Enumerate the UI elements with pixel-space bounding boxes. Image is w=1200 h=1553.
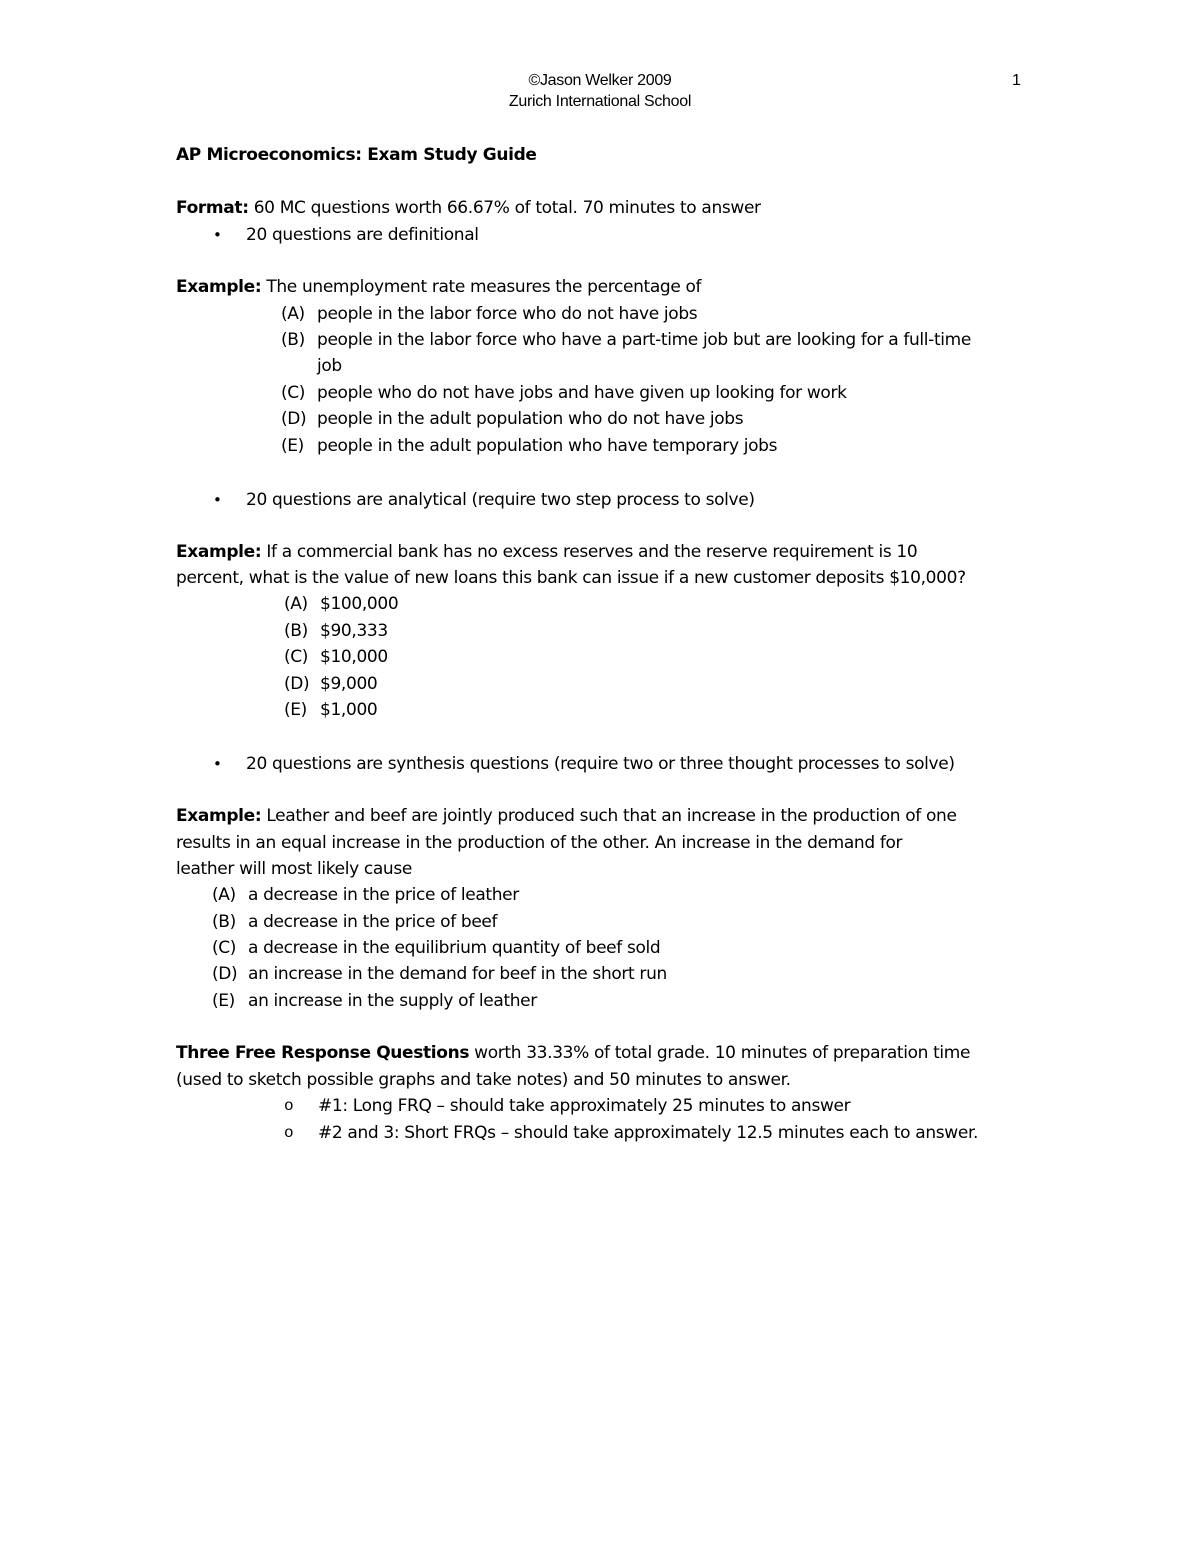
document-title: AP Microeconomics: Exam Study Guide (176, 145, 537, 165)
section1-example (176, 277, 701, 297)
section3-example (176, 806, 957, 826)
circle-bullet-icon: o (284, 1097, 294, 1115)
option-label: (D) (281, 409, 307, 429)
example-text: Leather and beef are jointly produced such that an increase in the production of one (261, 806, 957, 826)
option-label: (B) (281, 330, 305, 350)
section1-bullet: 20 questions are definitional (246, 225, 479, 245)
option-text: people in the labor force who do not have jobs (317, 304, 698, 324)
option-label: (A) (284, 594, 308, 614)
header-school: Zurich International School (508, 93, 692, 110)
page-number: 1 (1012, 72, 1021, 89)
answer-option (284, 647, 388, 667)
option-label: (B) (284, 621, 308, 641)
option-text: an increase in the supply of leather (248, 991, 537, 1011)
free-response-text: worth 33.33% of total grade. 10 minutes of preparation time (469, 1043, 971, 1063)
option-text: $10,000 (320, 647, 388, 667)
answer-option (212, 964, 667, 984)
answer-option (212, 912, 497, 932)
free-response-line-cont: (used to sketch possible graphs and take notes) and 50 minutes to answer. (176, 1070, 791, 1090)
option-text: a decrease in the equilibrium quantity of beef sold (248, 938, 661, 958)
option-text: job (317, 356, 342, 376)
option-label: (C) (284, 647, 309, 667)
option-label: (A) (212, 885, 236, 905)
option-label: (D) (212, 964, 238, 984)
bullet-icon: • (213, 226, 222, 244)
format-line (176, 198, 761, 218)
option-text: $9,000 (320, 674, 378, 694)
option-text: a decrease in the price of beef (248, 912, 498, 932)
free-response-label: Three Free Response Questions (176, 1043, 470, 1063)
option-label: (E) (212, 991, 235, 1011)
answer-option (284, 700, 377, 720)
answer-option-continuation (281, 356, 342, 376)
option-label: (C) (281, 383, 306, 403)
bullet-icon: • (213, 755, 222, 773)
section2-example (176, 542, 917, 562)
answer-option (284, 674, 377, 694)
format-label: Format: (176, 198, 249, 218)
option-text: people in the adult population who have temporary jobs (317, 436, 778, 456)
option-label: (C) (212, 938, 237, 958)
frq-item: #1: Long FRQ – should take approximately 25 minutes to answer (318, 1096, 851, 1116)
header-copyright: ©Jason Welker 2009 (528, 72, 672, 89)
answer-option (284, 594, 398, 614)
example-text: If a commercial bank has no excess reserves and the reserve requirement is 10 (261, 542, 918, 562)
section2-bullet: 20 questions are analytical (require two step process to solve) (246, 490, 755, 510)
answer-option (281, 383, 847, 403)
section3-bullet: 20 questions are synthesis questions (require two or three thought processes to solve) (246, 754, 955, 774)
option-label: (E) (284, 700, 307, 720)
example-label: Example: (176, 542, 262, 562)
answer-option (212, 885, 519, 905)
answer-option (281, 409, 743, 429)
circle-bullet-icon: o (284, 1124, 294, 1142)
answer-option (212, 991, 537, 1011)
option-label: (B) (212, 912, 236, 932)
option-text: $100,000 (320, 594, 399, 614)
section2-example-cont: percent, what is the value of new loans this bank can issue if a new customer deposits $10,000? (176, 568, 966, 588)
example-text: The unemployment rate measures the percentage of (261, 277, 702, 297)
option-label: (D) (284, 674, 310, 694)
answer-option (281, 436, 777, 456)
answer-option (284, 621, 388, 641)
option-text: people in the labor force who have a part-time job but are looking for a full-time (317, 330, 971, 350)
section3-example-cont: results in an equal increase in the production of the other. An increase in the demand for (176, 833, 903, 853)
section3-example-cont: leather will most likely cause (176, 859, 412, 879)
option-text: a decrease in the price of leather (248, 885, 519, 905)
answer-option (281, 304, 697, 324)
option-label: (A) (281, 304, 305, 324)
option-text: $90,333 (320, 621, 388, 641)
option-text: an increase in the demand for beef in the short run (248, 964, 667, 984)
free-response-line (176, 1043, 970, 1063)
bullet-icon: • (213, 491, 222, 509)
answer-option (212, 938, 660, 958)
example-label: Example: (176, 806, 262, 826)
frq-item: #2 and 3: Short FRQs – should take approximately 12.5 minutes each to answer. (318, 1123, 979, 1143)
format-text: 60 MC questions worth 66.67% of total. 70 minutes to answer (248, 198, 761, 218)
option-label: (E) (281, 436, 304, 456)
option-text: people in the adult population who do not have jobs (317, 409, 744, 429)
option-text: $1,000 (320, 700, 378, 720)
answer-option (281, 330, 971, 350)
example-label: Example: (176, 277, 262, 297)
option-text: people who do not have jobs and have given up looking for work (317, 383, 847, 403)
